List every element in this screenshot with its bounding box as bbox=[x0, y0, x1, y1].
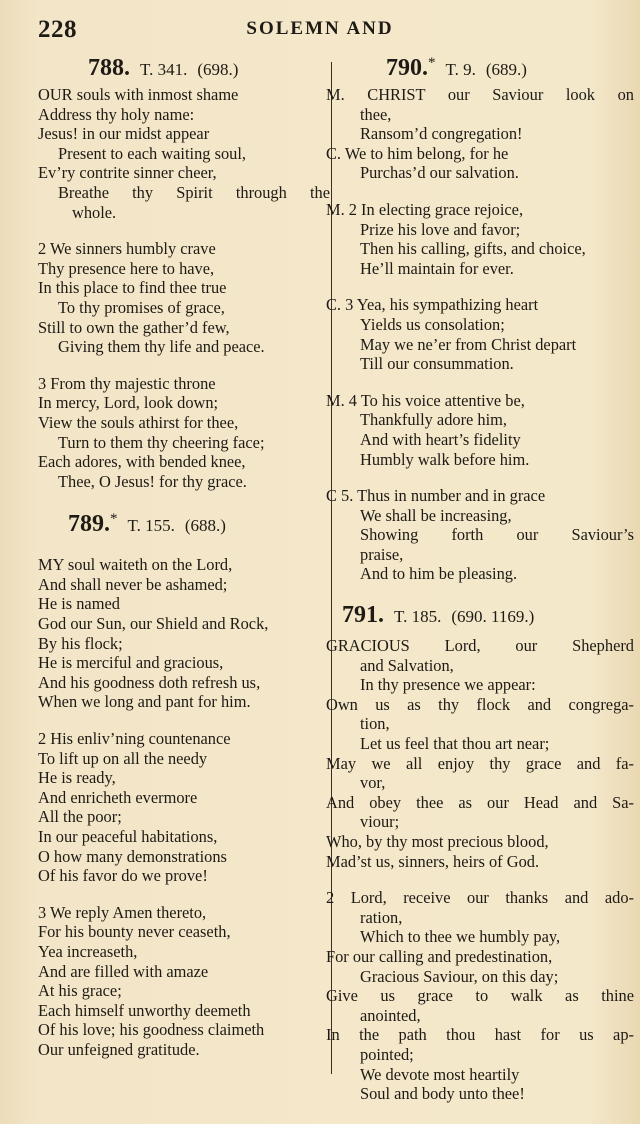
verse-line: Gracious Saviour, on this day; bbox=[360, 966, 559, 986]
verse-line: For our calling and predestination, bbox=[326, 946, 553, 966]
verse-line: OUR souls with inmost shame bbox=[38, 85, 239, 104]
verse-line: C. We to him belong, for he bbox=[326, 143, 509, 163]
verse-line: By his flock; bbox=[38, 633, 123, 653]
left-column bbox=[12, 55, 330, 1060]
verse-line: To lift up on all the needy bbox=[38, 748, 208, 768]
verse-line: And shall never be ashamed; bbox=[38, 574, 228, 594]
verse-line: May we all enjoy thy grace and fa- bbox=[326, 753, 634, 773]
verse-line: pointed; bbox=[360, 1044, 414, 1064]
verse-line: Address thy holy name: bbox=[38, 104, 195, 124]
verse-line: 3 We reply Amen thereto, bbox=[38, 902, 207, 922]
stanza bbox=[322, 391, 634, 469]
verse-line: All the poor; bbox=[38, 807, 122, 827]
verse-line: Humbly walk before him. bbox=[360, 449, 530, 469]
verse-line: In the path thou hast for us ap- bbox=[326, 1025, 634, 1045]
verse-line: Own us as thy flock and congrega- bbox=[326, 694, 634, 714]
verse-line: Ev’ry contrite sinner cheer, bbox=[38, 163, 217, 183]
verse-line: Each himself unworthy deemeth bbox=[38, 1000, 251, 1020]
stanza bbox=[322, 636, 634, 871]
verse-line: Thankfully adore him, bbox=[360, 410, 508, 430]
verse-line: 3 From thy majestic throne bbox=[38, 373, 216, 393]
verse-line: Give us grace to walk as thine bbox=[326, 986, 634, 1006]
hymn-790 bbox=[322, 55, 634, 584]
stanza-gap bbox=[322, 183, 634, 200]
stanza bbox=[12, 85, 330, 222]
verse-line: Ransom’d congregation! bbox=[360, 124, 523, 144]
verse-line: He’ll maintain for ever. bbox=[360, 258, 514, 278]
verse-line: ration, bbox=[360, 907, 403, 927]
verse-line: M. 4 To his voice attentive be, bbox=[326, 390, 525, 410]
verse-line: He is merciful and gracious, bbox=[38, 653, 224, 673]
stanza bbox=[322, 295, 634, 373]
verse-line: Till our consummation. bbox=[360, 354, 514, 374]
stanza-gap bbox=[12, 886, 330, 903]
verse-line: And his goodness doth refresh us, bbox=[38, 672, 261, 692]
verse-line: Yea increaseth, bbox=[38, 941, 138, 961]
verse-line: O how many demonstrations bbox=[38, 846, 227, 866]
stanza bbox=[322, 888, 634, 1104]
stanza-gap bbox=[322, 374, 634, 391]
verse-line: thee, bbox=[360, 104, 392, 124]
verse-line: He is named bbox=[38, 594, 120, 614]
verse-line: Yields us consolation; bbox=[360, 314, 505, 334]
cross-reference: (698.) bbox=[197, 60, 239, 79]
verse-line: 2 Lord, receive our thanks and ado- bbox=[326, 888, 634, 908]
verse-line: And are filled with amaze bbox=[38, 961, 209, 981]
verse-line: And obey thee as our Head and Sa- bbox=[326, 792, 634, 812]
right-column bbox=[322, 55, 634, 1104]
verse-line: Let us feel that thou art near; bbox=[360, 734, 550, 754]
stanza-gap bbox=[322, 469, 634, 486]
verse-line: vor, bbox=[360, 773, 386, 793]
verse-line: In mercy, Lord, look down; bbox=[38, 393, 219, 413]
page-number: 228 bbox=[38, 16, 77, 43]
hymn-heading bbox=[12, 511, 330, 541]
stanza-gap bbox=[12, 712, 330, 729]
verse-line: And enricheth evermore bbox=[38, 787, 198, 807]
verse-line: And with heart’s fidelity bbox=[360, 429, 521, 449]
hymn-number: 788. bbox=[88, 55, 130, 81]
verse-line: 2 We sinners humbly crave bbox=[38, 239, 216, 259]
verse-line: In our peaceful habitations, bbox=[38, 827, 218, 846]
tune-reference: T. 9. bbox=[445, 60, 476, 79]
verse-line: whole. bbox=[72, 202, 117, 222]
hymn-number: 789.* bbox=[68, 511, 118, 538]
verse-line: At his grace; bbox=[38, 981, 122, 1001]
stanza bbox=[322, 200, 634, 278]
stanza-gap bbox=[12, 357, 330, 374]
verse-line: tion, bbox=[360, 714, 390, 734]
verse-line: When we long and pant for him. bbox=[38, 692, 251, 712]
verse-line: Thy presence here to have, bbox=[38, 258, 215, 278]
verse-line: C. 3 Yea, his sympathizing heart bbox=[326, 295, 539, 315]
verse-line: Thee, O Jesus! for thy grace. bbox=[58, 471, 247, 491]
verse-line: Breathe thy Spirit through the bbox=[58, 182, 330, 202]
verse-line: C 5. Thus in number and in grace bbox=[326, 486, 546, 506]
hymn-star: * bbox=[428, 55, 436, 71]
cross-reference: (690. 1169.) bbox=[451, 607, 535, 627]
cross-reference: (688.) bbox=[184, 516, 226, 536]
verse-line: In thy presence we appear: bbox=[360, 675, 536, 695]
cross-reference: (689.) bbox=[485, 60, 527, 79]
verse-line: Turn to them thy cheering face; bbox=[58, 432, 265, 452]
verse-line: Who, by thy most precious blood, bbox=[326, 832, 549, 851]
verse-line: praise, bbox=[360, 544, 404, 564]
hymn-number: 791. bbox=[342, 602, 384, 629]
verse-line: To thy promises of grace, bbox=[58, 297, 225, 317]
stanza bbox=[12, 374, 330, 492]
verse-line: We shall be increasing, bbox=[360, 505, 512, 525]
stanza bbox=[322, 486, 634, 584]
verse-line: M. 2 In electing grace rejoice, bbox=[326, 199, 524, 219]
tune-reference: T. 341. bbox=[140, 60, 188, 79]
hymn-heading bbox=[322, 55, 634, 85]
running-head: SOLEMN AND bbox=[246, 18, 394, 39]
verse-line: View the souls athirst for thee, bbox=[38, 412, 239, 432]
hymn-heading bbox=[322, 602, 634, 632]
verse-line: MY soul waiteth on the Lord, bbox=[38, 555, 233, 575]
verse-line: Then his calling, gifts, and choice, bbox=[360, 239, 586, 259]
verse-line: Soul and body unto thee! bbox=[360, 1084, 525, 1104]
verse-line: viour; bbox=[360, 812, 400, 832]
verse-line: And to him be pleasing. bbox=[360, 564, 518, 584]
tune-reference: T. 185. bbox=[394, 607, 442, 627]
stanza-gap bbox=[12, 222, 330, 239]
verse-line: Prize his love and favor; bbox=[360, 219, 521, 239]
stanza bbox=[322, 85, 634, 183]
verse-line: M. CHRIST our Saviour look on bbox=[326, 85, 634, 104]
hymn-788 bbox=[12, 55, 330, 491]
verse-line: Still to own the gather’d few, bbox=[38, 317, 230, 337]
verse-line: God our Sun, our Shield and Rock, bbox=[38, 614, 269, 634]
hymn-789 bbox=[12, 511, 330, 1059]
verse-line: For his bounty never ceaseth, bbox=[38, 922, 231, 942]
verse-line: Present to each waiting soul, bbox=[58, 143, 246, 163]
verse-line: We devote most heartily bbox=[360, 1064, 520, 1084]
verse-line: Which to thee we humbly pay, bbox=[360, 927, 561, 947]
verse-line: He is ready, bbox=[38, 768, 116, 788]
verse-line: Each adores, with bended knee, bbox=[38, 452, 246, 472]
verse-line: GRACIOUS Lord, our Shepherd bbox=[326, 636, 634, 656]
verse-line: 2 His enliv’ning countenance bbox=[38, 729, 231, 749]
verse-line: Purchas’d our salvation. bbox=[360, 163, 519, 183]
tune-reference: T. 155. bbox=[127, 516, 175, 536]
verse-line: Of his love; his goodness claimeth bbox=[38, 1020, 265, 1040]
stanza bbox=[12, 729, 330, 886]
verse-line: Giving them thy life and peace. bbox=[58, 337, 265, 357]
hymn-heading bbox=[12, 55, 330, 85]
stanza-gap bbox=[322, 278, 634, 295]
verse-line: Showing forth our Saviour’s bbox=[360, 525, 634, 545]
verse-line: Jesus! in our midst appear bbox=[38, 124, 210, 144]
verse-line: and Salvation, bbox=[360, 655, 454, 675]
verse-line: anointed, bbox=[360, 1005, 421, 1025]
stanza bbox=[12, 555, 330, 712]
verse-line: Mad’st us, sinners, heirs of God. bbox=[326, 851, 540, 871]
verse-line: Our unfeigned gratitude. bbox=[38, 1039, 200, 1059]
verse-line: Of his favor do we prove! bbox=[38, 866, 208, 886]
stanza bbox=[12, 239, 330, 357]
verse-line: In this place to find thee true bbox=[38, 278, 227, 298]
hymn-star: * bbox=[110, 511, 118, 528]
stanza-gap bbox=[322, 871, 634, 888]
verse-line: May we ne’er from Christ depart bbox=[360, 334, 577, 354]
hymn-791 bbox=[322, 602, 634, 1104]
hymn-number: 790.* bbox=[386, 55, 436, 81]
page-header bbox=[0, 14, 640, 50]
stanza bbox=[12, 903, 330, 1060]
